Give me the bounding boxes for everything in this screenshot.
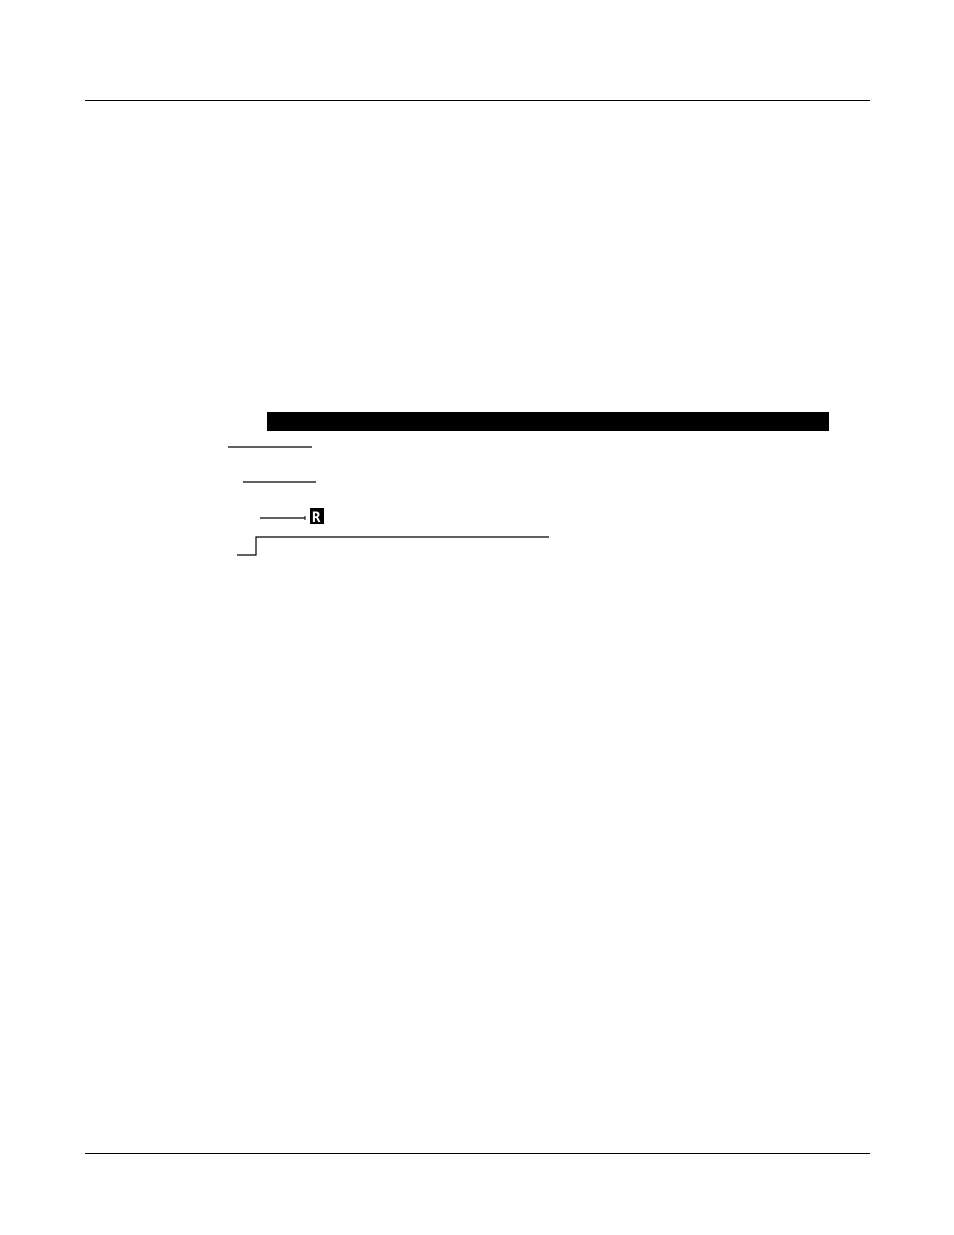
mix-page-display-figure: [80, 405, 840, 590]
lcd-top-line-bar: [267, 412, 829, 431]
svg-text:R: R: [312, 510, 321, 526]
header-rule: [85, 100, 870, 101]
footer-rule: [85, 1153, 870, 1154]
mix-page-lcd-diagram: [80, 405, 840, 590]
mute-bank-callout-line: [237, 537, 549, 555]
